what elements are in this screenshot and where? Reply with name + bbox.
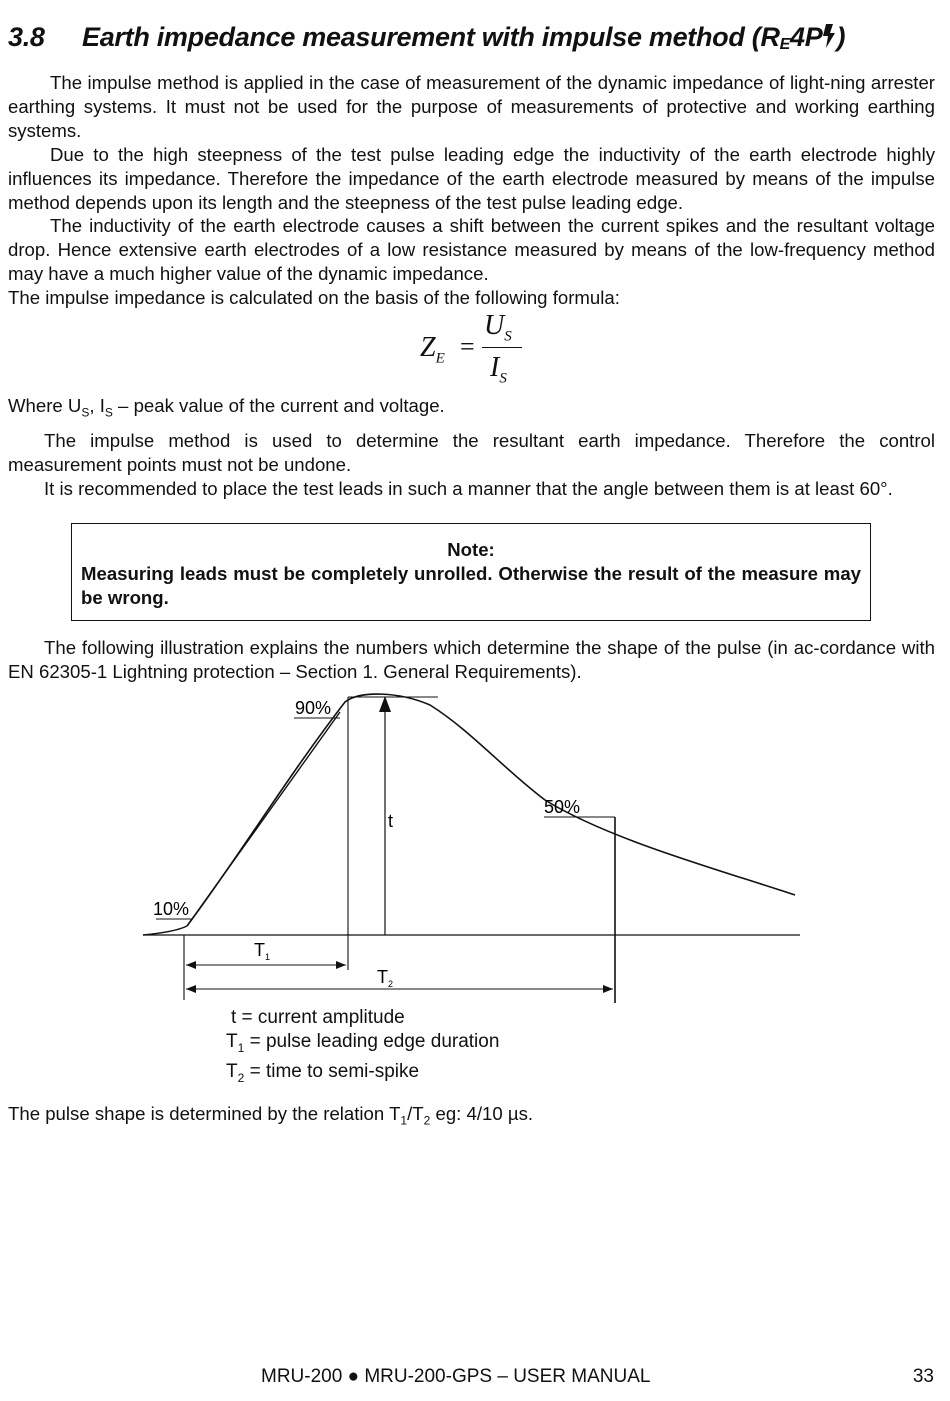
formula-numerator: $U_S$ bbox=[484, 310, 512, 345]
paragraph-illustration-intro: The following illustration explains the numbers which determine the shape of the pulse (in ac-cordance with EN 62305-1 Lightning protection – Section 1. General Requirements). bbox=[8, 637, 935, 682]
note-box bbox=[71, 523, 871, 621]
legend-t2: $T_2$ = time to semi-spike bbox=[226, 1060, 420, 1085]
paragraph-test-leads: It is recommended to place the test leads in such a manner that the angle between them is at least 60°. bbox=[44, 478, 893, 499]
label-t1: $T_1$ bbox=[254, 940, 271, 962]
pulse-curve bbox=[187, 694, 795, 926]
diagram-legend bbox=[226, 1006, 499, 1090]
note-body: Measuring leads must be completely unrolled. Otherwise the result of the measure may be wrong. bbox=[81, 563, 861, 608]
paragraph-3: The inductivity of the earth electrode causes a shift between the current spikes and the resultant voltage drop. Hence extensive earth electrodes of a low resistance measured by means of the low-frequency method may have a much higher value of the dynamic impedance. bbox=[8, 215, 935, 284]
section-number: 3.8 bbox=[8, 22, 45, 52]
label-amplitude-t: t bbox=[388, 811, 394, 831]
label-t2: $T_2$ bbox=[377, 967, 394, 989]
pulse-shape-diagram bbox=[0, 690, 950, 1010]
label-90-percent: 90% bbox=[295, 698, 332, 718]
impedance-formula bbox=[418, 312, 528, 392]
section-title-subscript: E bbox=[779, 36, 791, 53]
formula-fraction-bar bbox=[482, 347, 522, 348]
paragraph-relation: The pulse shape is determined by the relation $T_1/T_2$ eg: 4/10 µs. bbox=[8, 1103, 534, 1128]
paragraph-formula-intro: The impulse impedance is calculated on the basis of the following formula: bbox=[8, 287, 620, 308]
section-title-tail: 4P bbox=[790, 22, 823, 52]
note-title: Note: bbox=[447, 539, 495, 560]
paragraph-control-points: The impulse method is used to determine the resultant earth impedance. Therefore the control measurement points must not be undone. bbox=[8, 430, 935, 475]
formula-lhs: $Z_E$ bbox=[420, 332, 445, 367]
page-number: 33 bbox=[912, 1366, 934, 1387]
section-title-end: ) bbox=[836, 22, 846, 52]
section-heading bbox=[8, 22, 845, 54]
lightning-bolt-icon bbox=[822, 24, 836, 48]
pulse-foot-curve bbox=[143, 926, 187, 935]
legend-t1: $T_1$ = pulse leading edge duration bbox=[226, 1031, 500, 1055]
paragraph-2: Due to the high steepness of the test pulse leading edge the inductivity of the earth electrode highly influences its impedance. Therefore the impedance of the earth electrode measured by means of the impulse method depends upon its length and the steepness of the test pulse leading edge. bbox=[8, 144, 935, 213]
amplitude-arrow-head bbox=[379, 696, 391, 712]
section-title: Earth impedance measurement with impulse method (R bbox=[82, 22, 780, 52]
formula-equals: = bbox=[460, 332, 475, 361]
legend-t: t = current amplitude bbox=[231, 1007, 405, 1028]
formula-denominator: $I_S$ bbox=[490, 352, 507, 387]
footer-title: MRU-200 ● MRU-200-GPS – USER MANUAL bbox=[261, 1366, 651, 1387]
label-50-percent: 50% bbox=[544, 797, 581, 817]
paragraph-1: The impulse method is applied in the case of measurement of the dynamic impedance of light-ning arrester earthing systems. It must not be used for the purpose of measurements of protective and working earthing systems. bbox=[8, 72, 935, 141]
label-10-percent: 10% bbox=[153, 899, 190, 919]
paragraph-where: Where $U_S$, $I_S$ – peak value of the current and voltage. bbox=[8, 395, 445, 420]
